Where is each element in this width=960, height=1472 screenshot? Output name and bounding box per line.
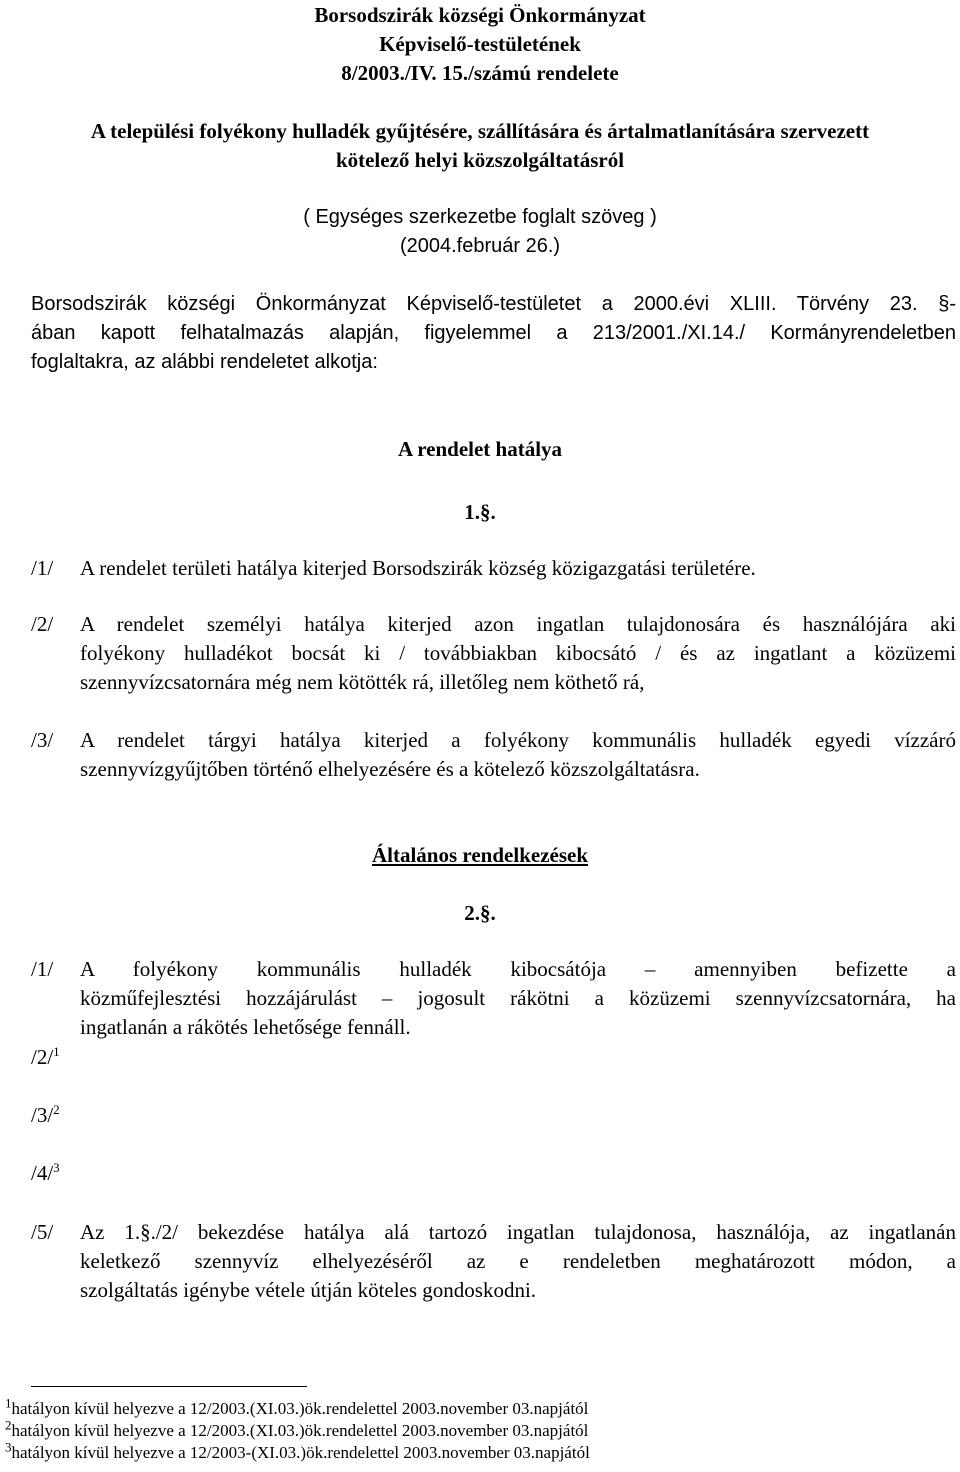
- paragraph-text: A rendelet tárgyi hatálya kiterjed a folyékony kommunális hulladék egyedi vízzáró: [80, 728, 956, 752]
- footnote-mark: 3: [5, 1439, 12, 1455]
- paragraph-text: folyékony hulladékot bocsát ki / továbbiakban kibocsátó / és az ingatlant a közüzemi: [80, 641, 956, 665]
- footnote: $^2$hatályon kívül helyezve a 12/2003.(XI.03.)ök.rendelettel 2003.november 03.napjától: [5, 1417, 589, 1440]
- paragraph-text: szolgáltatás igénybe vétele útján köteles gondoskodni.: [80, 1278, 537, 1302]
- section-2-title: Általános rendelkezések: [371, 843, 589, 867]
- preamble-line-2: ában kapott felhatalmazás alapján, figyelemmel a 213/2001./XI.14./ Kormányrendeletben: [31, 322, 956, 344]
- paragraph-text: A folyékony kommunális hulladék kibocsátója – amennyiben befizette a: [80, 957, 956, 981]
- paragraph-number: /5/: [31, 1220, 54, 1244]
- paragraph-text: A rendelet területi hatálya kiterjed Borsodszirák község közigazgatási területére.: [80, 556, 756, 580]
- decree-number: 8/2003./IV. 15./számú rendelete: [341, 61, 619, 85]
- section-1-title: A rendelet hatálya: [397, 437, 563, 461]
- footnote-separator: [31, 1386, 307, 1387]
- footnote-ref: 3: [53, 1160, 60, 1175]
- footnote: $^3$hatályon kívül helyezve a 12/2003-(XI.03.)ök.rendelettel 2003.november 03.napjától: [5, 1439, 590, 1462]
- paragraph-text: A rendelet személyi hatálya kiterjed azon ingatlan tulajdonosára és használójára aki: [80, 612, 956, 636]
- repealed-paragraph-number: /4/$^3$: [31, 1160, 60, 1185]
- consolidated-text-note: ( Egységes szerkezetbe foglalt szöveg ): [303, 206, 657, 228]
- section-2-number: 2.§.: [464, 901, 496, 925]
- municipality-name: Borsodszirák községi Önkormányzat: [314, 3, 646, 27]
- preamble-line-1: Borsodszirák községi Önkormányzat Képviselő-testületet a 2000.évi XLIII. Törvény 23. §-: [31, 293, 956, 315]
- paragraph-text: Az 1.§./2/ bekezdése hatálya alá tartozó ingatlan tulajdonosa, használója, az ingatlanán: [80, 1220, 956, 1244]
- paragraph-number: /2/: [31, 612, 54, 636]
- repealed-paragraph-number: /3/$^2$: [31, 1102, 60, 1127]
- consolidation-date: (2004.február 26.): [399, 235, 561, 257]
- footnote: $^1$hatályon kívül helyezve a 12/2003.(XI.03.)ök.rendelettel 2003.november 03.napjától: [5, 1395, 589, 1418]
- decree-subject-line-2: kötelező helyi közszolgáltatásról: [335, 148, 625, 172]
- paragraph-text: ingatlanán a rákötés lehetősége fennáll.: [80, 1015, 411, 1039]
- paragraph-text: szennyvízcsatornára még nem kötötték rá, illetőleg nem köthető rá,: [80, 670, 645, 694]
- preamble-line-3: foglaltakra, az alábbi rendeletet alkotja:: [31, 351, 378, 373]
- footnote-ref: 2: [53, 1102, 60, 1117]
- paragraph-number: /1/: [31, 957, 54, 981]
- paragraph-number: /3/: [31, 728, 54, 752]
- paragraph-text: közműfejlesztési hozzájárulást – jogosult rákötni a közüzemi szennyvízcsatornára, ha: [80, 986, 956, 1010]
- paragraph-text: keletkező szennyvíz elhelyezéséről az e rendeletben meghatározott módon, a: [80, 1249, 956, 1273]
- section-1-number: 1.§.: [464, 500, 496, 524]
- footnote-mark: 2: [5, 1417, 12, 1433]
- paragraph-number: /1/: [31, 556, 54, 580]
- footnote-ref: 1: [53, 1044, 60, 1059]
- decree-subject-line-1: A települési folyékony hulladék gyűjtésére, szállítására és ártalmatlanítására szervezett: [90, 119, 870, 143]
- repealed-paragraph-number: /2/$^1$: [31, 1044, 60, 1069]
- council-name: Képviselő-testületének: [379, 32, 581, 56]
- paragraph-text: szennyvízgyűjtőben történő elhelyezésére és a kötelező közszolgáltatásra.: [80, 757, 700, 781]
- footnote-mark: 1: [5, 1395, 12, 1411]
